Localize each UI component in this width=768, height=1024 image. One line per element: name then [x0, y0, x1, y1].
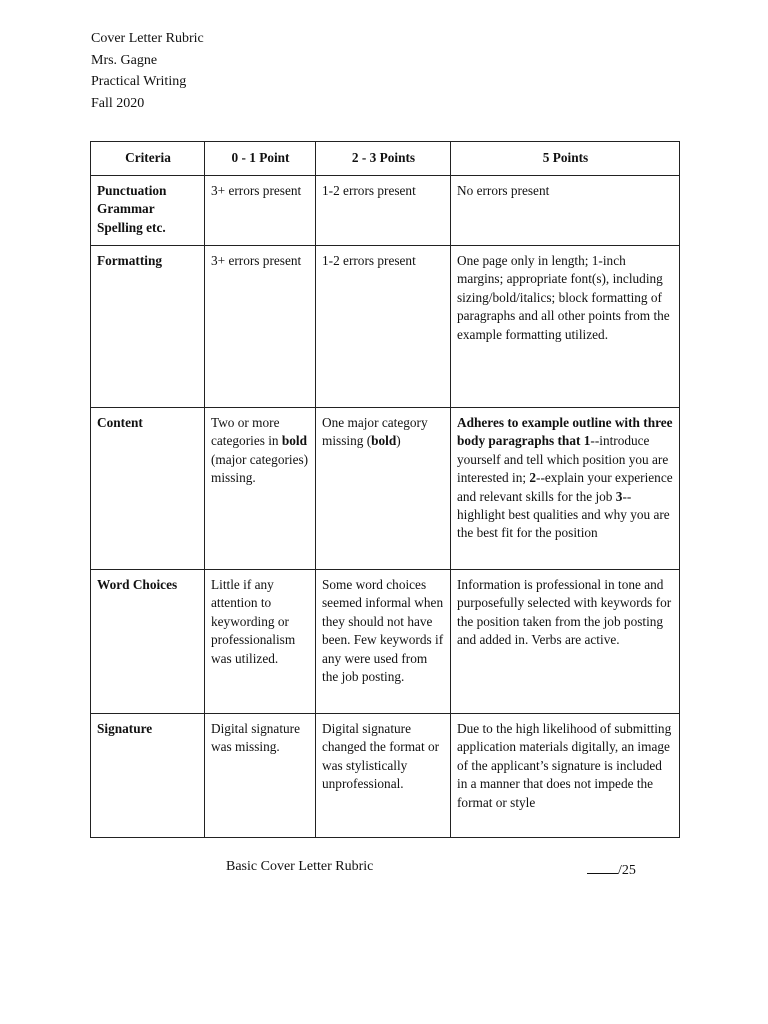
document-header: [91, 28, 204, 114]
course-name: Practical Writing: [91, 74, 187, 89]
score-5-cell: One page only in length; 1-inch margins; appropriate font(s), including sizing/bold/italics; block formatting of paragraphs and all other points from the example formatting utilized.: [451, 246, 680, 408]
score-5-cell: No errors present: [451, 176, 680, 246]
header-5-points: 5 Points: [451, 142, 680, 176]
score-0-1-cell: 3+ errors present: [205, 246, 316, 408]
score-2-3-cell: Digital signature changed the format or was stylistically unprofessional.: [316, 714, 451, 838]
score-blank: [587, 859, 618, 874]
score-2-3-cell: 1-2 errors present: [316, 176, 451, 246]
table-row: [91, 246, 680, 408]
header-0-1-point: 0 - 1 Point: [205, 142, 316, 176]
table-row: [91, 408, 680, 570]
score-0-1-cell: Digital signature was missing.: [205, 714, 316, 838]
term: Fall 2020: [91, 95, 145, 111]
score-5-cell: Due to the high likelihood of submitting application materials digitally, an image of the applicant’s signature is included in a manner that does not impede the format or style: [451, 714, 680, 838]
score-2-3-cell: Some word choices seemed informal when they should not have been. Few keywords if any were used from the job posting.: [316, 570, 451, 714]
score-5-cell: Information is professional in tone and purposefully selected with keywords for the position taken from the job posting and added in. Verbs are active.: [451, 570, 680, 714]
header-criteria: Criteria: [91, 142, 205, 176]
total-score: [587, 859, 636, 879]
criteria-cell: Signature: [91, 714, 205, 838]
score-0-1-cell: Little if any attention to keywording or professionalism was utilized.: [205, 570, 316, 714]
criteria-cell: Word Choices: [91, 570, 205, 714]
criteria-cell: Content: [91, 408, 205, 570]
rubric-table: [90, 141, 680, 838]
footer-title: Basic Cover Letter Rubric: [226, 859, 374, 874]
document-title: Cover Letter Rubric: [91, 31, 204, 46]
table-row: [91, 570, 680, 714]
teacher-name: Mrs. Gagne: [91, 52, 158, 68]
table-header-row: [91, 142, 680, 176]
table-row: [91, 714, 680, 838]
score-2-3-cell: 1-2 errors present: [316, 246, 451, 408]
score-0-1-cell: Two or more categories in bold (major categories) missing.: [205, 408, 316, 570]
score-0-1-cell: 3+ errors present: [205, 176, 316, 246]
table-row: [91, 176, 680, 246]
score-5-cell: Adheres to example outline with three body paragraphs that 1--introduce yourself and tell which position you are interested in; 2--explain your experience and relevant skills for the job 3--highlight best qualities and why you are the best fit for the position: [451, 408, 680, 570]
criteria-cell: Punctuation Grammar Spelling etc.: [91, 176, 205, 246]
score-2-3-cell: One major category missing (bold): [316, 408, 451, 570]
criteria-cell: Formatting: [91, 246, 205, 408]
score-suffix: /25: [618, 863, 636, 878]
header-2-3-points: 2 - 3 Points: [316, 142, 451, 176]
